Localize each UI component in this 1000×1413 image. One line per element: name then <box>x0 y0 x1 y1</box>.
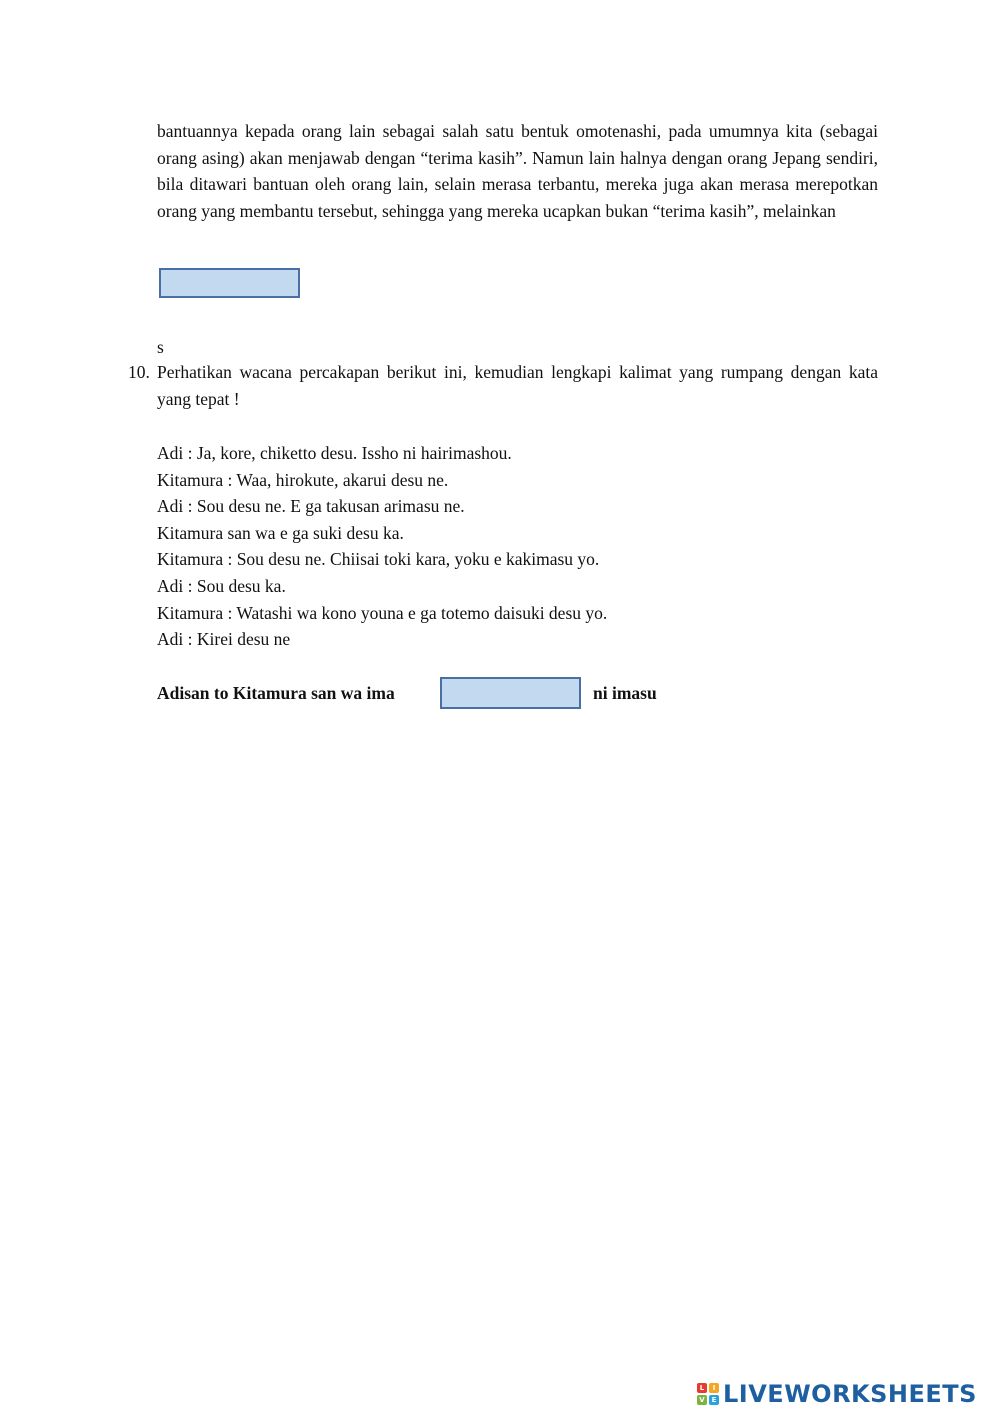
dialogue-line: Adi : Sou desu ka. <box>157 575 286 596</box>
question-number: 10. <box>128 362 150 382</box>
dialogue-list <box>157 440 607 653</box>
dialogue-line: Kitamura san wa e ga suki desu ka. <box>157 522 404 543</box>
logo-letter: L <box>697 1383 707 1393</box>
question-text: Perhatikan wacana percakapan berikut ini, kemudian lengkapi kalimat yang rumpang dengan kata yang tepat ! <box>157 362 878 409</box>
dialogue-line: Adi : Ja, kore, chiketto desu. Issho ni hairimashou. <box>157 443 512 463</box>
liveworksheets-brand <box>697 1379 977 1409</box>
dialogue-line: Kitamura : Watashi wa kono youna e ga totemo daisuki desu yo. <box>157 602 608 623</box>
logo-letter: I <box>709 1383 719 1393</box>
brand-name: LIVEWORKSHEETS <box>723 1380 977 1408</box>
logo-letter: E <box>709 1395 719 1405</box>
dialogue-line: Kitamura : Sou desu ne. Chiisai toki kara, yoku e kakimasu yo. <box>157 549 600 570</box>
dialogue-line: Adi : Sou desu ne. E ga takusan arimasu ne. <box>157 496 465 517</box>
logo-letter: V <box>697 1395 707 1405</box>
dialogue-line: Kitamura : Waa, hirokute, akarui desu ne. <box>157 469 449 490</box>
answer-blank-2[interactable] <box>440 677 581 709</box>
liveworksheets-logo-icon <box>697 1383 719 1405</box>
intro-paragraph: bantuannya kepada orang lain sebagai salah satu bentuk omotenashi, pada umumnya kita (sebagai orang asing) akan menjawab dengan “terima kasih”. Namun lain halnya dengan orang Jepang sendiri, bila ditawari bantuan oleh orang lain, selain merasa terbantu, mereka juga akan merasa merepotkan orang yang membantu tersebut, sehingga yang mereka ucapkan bukan “terima kasih”, melainkan <box>157 121 878 221</box>
answer-sentence-end: ni imasu <box>593 683 657 703</box>
stray-letter: s <box>157 337 164 357</box>
dialogue-line: Adi : Kirei desu ne <box>157 629 291 650</box>
answer-sentence-start: Adisan to Kitamura san wa ima <box>157 683 395 703</box>
answer-blank-1[interactable] <box>159 268 300 298</box>
